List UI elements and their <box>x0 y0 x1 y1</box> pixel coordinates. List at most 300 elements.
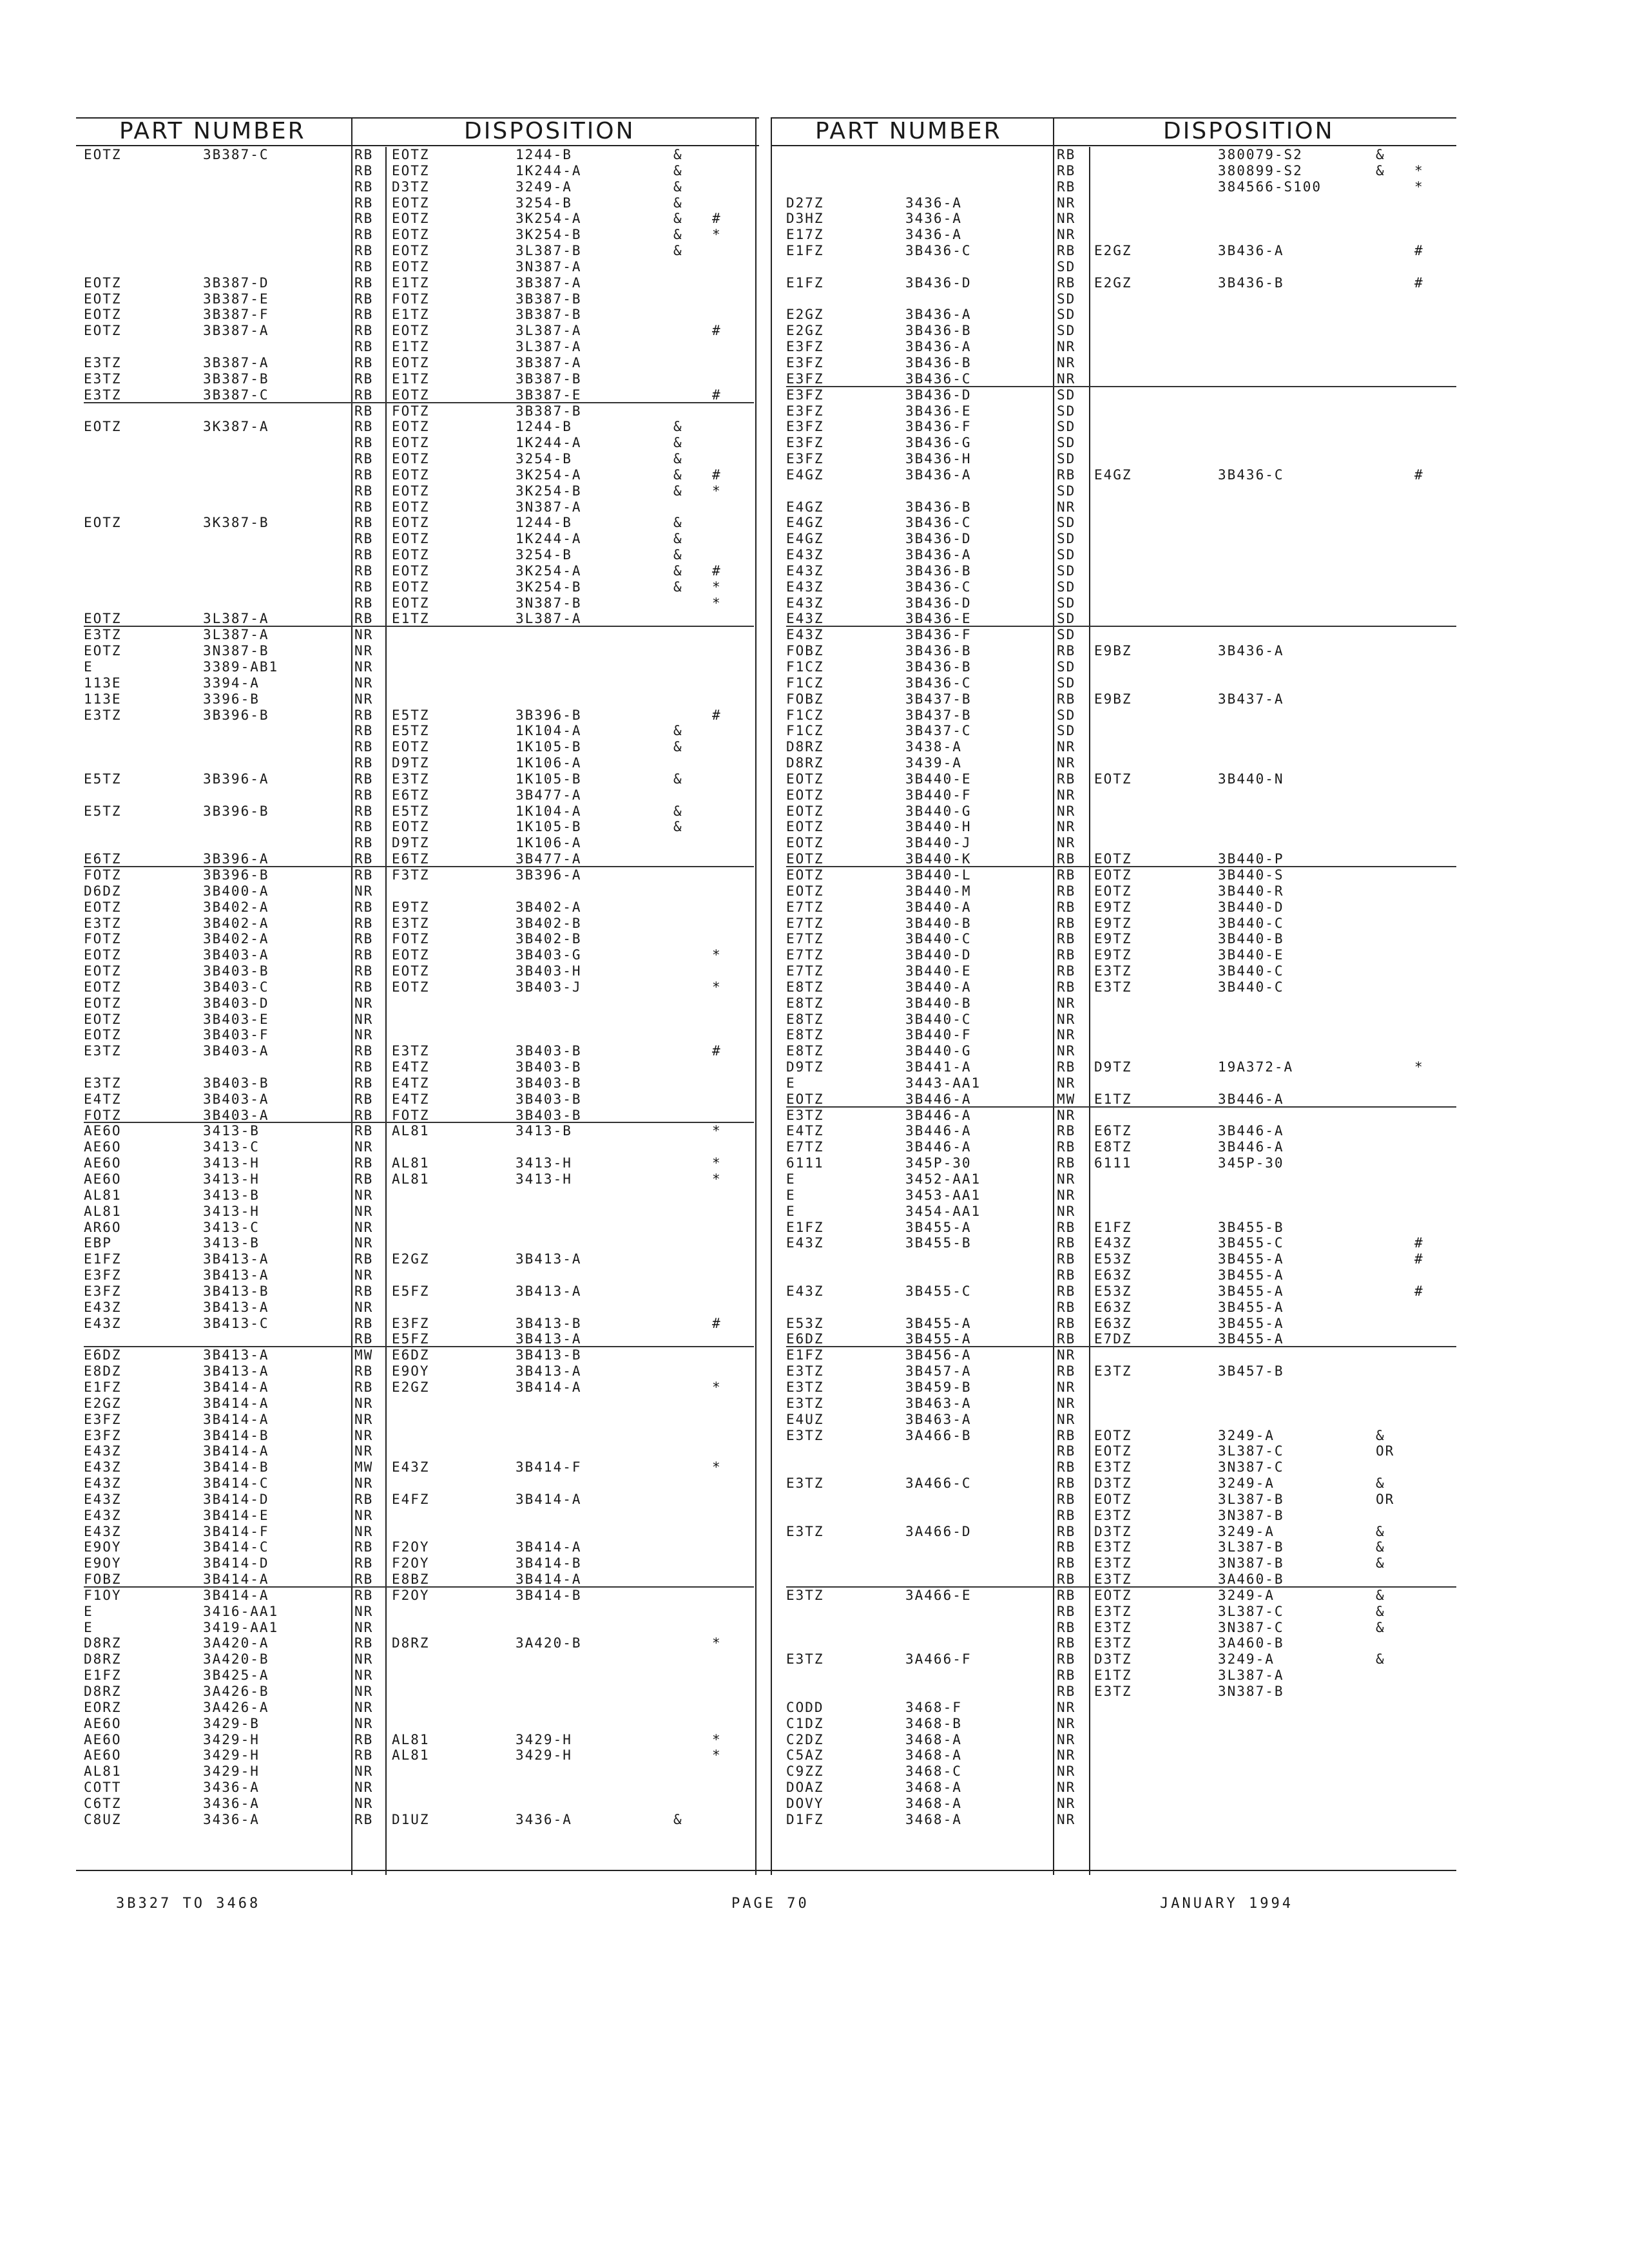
table-row <box>786 371 1456 387</box>
cell-base-number: 3B459-B <box>905 1379 972 1395</box>
center-divider-b <box>771 117 772 1875</box>
cell-qualifier: & <box>673 435 683 451</box>
table-row <box>84 1171 754 1187</box>
cell-base-number: 3B436-C <box>905 515 972 531</box>
cell-base-number: 3B413-A <box>203 1347 269 1363</box>
cell-action-code: RB <box>354 771 374 787</box>
cell-action-code: RB <box>1057 963 1076 979</box>
table-row <box>84 1684 754 1700</box>
cell-action-code: RB <box>1057 947 1076 963</box>
cell-prefix: EOTZ <box>84 963 122 979</box>
cell-action-code: SD <box>1057 435 1076 451</box>
table-row <box>786 275 1456 291</box>
cell-action-code: MW <box>354 1459 374 1475</box>
cell-prefix: E53Z <box>786 1315 824 1331</box>
cell-action-code: RB <box>354 258 374 274</box>
cell-new-prefix: E3TZ <box>1094 1603 1132 1619</box>
cell-new-prefix: E3TZ <box>1094 963 1132 979</box>
cell-base-number: 3B414-A <box>203 1571 269 1588</box>
cell-action-code: NR <box>1057 1715 1076 1731</box>
cell-base-number: 3B436-C <box>905 370 972 387</box>
cell-action-code: RB <box>354 403 374 419</box>
cell-action-code: RB <box>354 707 374 723</box>
cell-new-prefix: E3TZ <box>1094 1635 1132 1651</box>
cell-base-number: 3B455-B <box>905 1235 972 1251</box>
cell-new-prefix: EOTZ <box>1094 771 1132 787</box>
cell-qualifier: & <box>673 562 683 579</box>
cell-action-code: RB <box>354 579 374 595</box>
table-row <box>84 1043 754 1059</box>
table-row <box>84 1316 754 1332</box>
cell-new-prefix: EOTZ <box>392 419 430 435</box>
cell-action-code: RB <box>354 1747 374 1763</box>
cell-new-base-number: 3B414-A <box>516 1379 582 1395</box>
cell-new-prefix: FOTZ <box>392 931 430 947</box>
cell-new-base-number: 3B402-A <box>516 899 582 915</box>
cell-action-code: RB <box>354 499 374 515</box>
cell-prefix: D8RZ <box>84 1651 122 1667</box>
cell-prefix: C1DZ <box>786 1715 824 1731</box>
cell-new-prefix: E3TZ <box>1094 1363 1132 1379</box>
cell-new-prefix: F2OY <box>392 1587 430 1603</box>
cell-prefix: F1CZ <box>786 659 824 675</box>
cell-new-prefix: E43Z <box>392 1459 430 1475</box>
cell-action-code: SD <box>1057 595 1076 611</box>
cell-action-code: RB <box>1057 979 1076 995</box>
cell-base-number: 3436-A <box>905 227 962 243</box>
table-row <box>84 691 754 707</box>
cell-base-number: 3413-C <box>203 1219 260 1235</box>
cell-new-base-number: 3L387-B <box>1218 1539 1284 1555</box>
cell-action-code: RB <box>1057 1235 1076 1251</box>
table-row <box>786 531 1456 547</box>
cell-base-number: 3B414-D <box>203 1555 269 1571</box>
cell-new-base-number: 3B403-B <box>516 1059 582 1075</box>
table-row <box>786 611 1456 627</box>
cell-base-number: 3429-B <box>203 1715 260 1731</box>
cell-qualifier: & <box>1376 1427 1385 1443</box>
cell-new-base-number: 1244-B <box>516 147 572 162</box>
table-row <box>786 1235 1456 1251</box>
left-disposition-header: DISPOSITION <box>464 118 635 144</box>
cell-new-prefix: E63Z <box>1094 1315 1132 1331</box>
cell-qualifier: & <box>673 211 683 227</box>
cell-qualifier: & <box>1376 1539 1385 1555</box>
cell-new-prefix: E9TZ <box>1094 947 1132 963</box>
table-row <box>84 339 754 355</box>
cell-prefix: EOTZ <box>84 643 122 659</box>
cell-action-code: RB <box>1057 691 1076 707</box>
cell-action-code: RB <box>1057 851 1076 867</box>
table-row <box>84 211 754 227</box>
table-row <box>84 1379 754 1396</box>
table-row <box>786 1155 1456 1171</box>
cell-prefix: FOBZ <box>84 1571 122 1588</box>
cell-action-code: RB <box>1057 771 1076 787</box>
cell-qualifier: & <box>673 195 683 211</box>
table-row <box>786 1267 1456 1283</box>
cell-action-code: RB <box>354 354 374 370</box>
table-row <box>786 1684 1456 1700</box>
table-row <box>786 1300 1456 1316</box>
table-row <box>84 1075 754 1091</box>
cell-action-code: NR <box>354 1603 374 1619</box>
cell-base-number: 3B436-F <box>905 419 972 435</box>
cell-base-number: 3413-C <box>203 1139 260 1155</box>
cell-prefix: D27Z <box>786 195 824 211</box>
table-row <box>84 1012 754 1028</box>
cell-new-prefix: F3TZ <box>392 867 430 883</box>
cell-base-number: 3B455-A <box>905 1331 972 1347</box>
cell-action-code: NR <box>1057 803 1076 819</box>
cell-action-code: MW <box>354 1347 374 1363</box>
cell-base-number: 3B403-E <box>203 1011 269 1027</box>
table-row <box>786 211 1456 227</box>
cell-new-base-number: 3L387-A <box>1218 1667 1284 1684</box>
cell-qualifier: & <box>1376 1603 1385 1619</box>
table-row <box>84 147 754 163</box>
cell-flag: * <box>712 483 722 499</box>
cell-action-code: RB <box>1057 1603 1076 1619</box>
cell-base-number: 3394-A <box>203 675 260 691</box>
cell-new-prefix: E53Z <box>1094 1283 1132 1299</box>
cell-base-number: 3B403-C <box>203 979 269 995</box>
cell-action-code: NR <box>1057 370 1076 387</box>
table-row <box>786 1716 1456 1732</box>
cell-action-code: RB <box>1057 1427 1076 1443</box>
cell-base-number: 3B396-B <box>203 867 269 883</box>
cell-prefix: E3FZ <box>786 435 824 451</box>
cell-action-code: NR <box>1057 1011 1076 1027</box>
cell-prefix: EOTZ <box>786 883 824 899</box>
cell-action-code: NR <box>1057 339 1076 355</box>
cell-new-prefix: EOTZ <box>392 258 430 274</box>
table-row <box>84 1027 754 1043</box>
cell-action-code: RB <box>354 787 374 803</box>
cell-new-base-number: 3B440-C <box>1218 915 1284 931</box>
table-row <box>84 1283 754 1300</box>
cell-action-code: RB <box>354 531 374 547</box>
cell-flag: # <box>712 323 722 339</box>
cell-new-base-number: 380899-S2 <box>1218 162 1303 178</box>
table-row <box>84 916 754 932</box>
cell-new-base-number: 3B455-A <box>1218 1283 1284 1299</box>
cell-action-code: SD <box>1057 723 1076 739</box>
cell-new-base-number: 3B477-A <box>516 787 582 803</box>
cell-new-prefix: E6TZ <box>392 851 430 867</box>
cell-new-prefix: E1TZ <box>1094 1091 1132 1107</box>
table-row <box>84 1475 754 1492</box>
cell-new-prefix: E43Z <box>1094 1235 1132 1251</box>
table-row <box>84 659 754 675</box>
cell-new-prefix: EOTZ <box>392 483 430 499</box>
cell-prefix: E9OY <box>84 1555 122 1571</box>
cell-action-code: NR <box>354 691 374 707</box>
cell-base-number: 3B436-C <box>905 243 972 259</box>
cell-prefix: E2GZ <box>786 307 824 323</box>
table-row <box>786 1604 1456 1620</box>
cell-new-base-number: 3B387-B <box>516 291 582 307</box>
cell-action-code: RB <box>1057 1491 1076 1507</box>
cell-new-base-number: 3249-A <box>1218 1651 1275 1667</box>
cell-new-prefix: E6DZ <box>392 1347 430 1363</box>
table-row <box>786 227 1456 243</box>
cell-new-base-number: 1K244-A <box>516 435 582 451</box>
table-row <box>84 195 754 211</box>
cell-new-base-number: 3B403-B <box>516 1043 582 1059</box>
cell-action-code: RB <box>354 323 374 339</box>
cell-prefix: EOTZ <box>84 323 122 339</box>
table-row <box>84 403 754 419</box>
cell-prefix: E1FZ <box>84 1379 122 1395</box>
cell-action-code: NR <box>1057 819 1076 835</box>
cell-base-number: 3468-A <box>905 1780 962 1796</box>
cell-base-number: 3B387-C <box>203 147 269 162</box>
cell-action-code: RB <box>1057 643 1076 659</box>
cell-action-code: NR <box>1057 1747 1076 1763</box>
cell-action-code: RB <box>1057 1059 1076 1075</box>
cell-new-prefix: E5FZ <box>392 1283 430 1299</box>
cell-base-number: 3436-A <box>203 1780 260 1796</box>
table-row <box>84 1796 754 1812</box>
cell-new-base-number: 3B414-B <box>516 1587 582 1603</box>
table-row <box>84 1331 754 1347</box>
cell-new-base-number: 3413-H <box>516 1155 572 1171</box>
cell-action-code: RB <box>1057 147 1076 162</box>
cell-action-code: NR <box>1057 1171 1076 1187</box>
cell-action-code: SD <box>1057 562 1076 579</box>
cell-new-prefix: E9BZ <box>1094 691 1132 707</box>
cell-new-prefix: E53Z <box>1094 1251 1132 1267</box>
table-row <box>84 1635 754 1651</box>
cell-base-number: 3B436-H <box>905 451 972 467</box>
cell-qualifier: & <box>1376 1587 1385 1603</box>
cell-new-base-number: 3K254-B <box>516 579 582 595</box>
table-row <box>786 851 1456 867</box>
cell-base-number: 3B437-C <box>905 723 972 739</box>
table-row <box>786 1428 1456 1444</box>
cell-prefix: E8DZ <box>84 1363 122 1379</box>
cell-new-base-number: 3A460-B <box>1218 1635 1284 1651</box>
cell-base-number: 3416-AA1 <box>203 1603 279 1619</box>
cell-qualifier: & <box>1376 1651 1385 1667</box>
cell-new-prefix: E4FZ <box>392 1491 430 1507</box>
cell-base-number: 3B440-C <box>905 931 972 947</box>
cell-new-prefix: E2GZ <box>1094 274 1132 291</box>
cell-base-number: 3B436-A <box>905 339 972 355</box>
cell-base-number: 3B403-B <box>203 963 269 979</box>
cell-base-number: 3B403-B <box>203 1075 269 1091</box>
cell-prefix: D8RZ <box>786 755 824 771</box>
cell-action-code: SD <box>1057 627 1076 643</box>
cell-base-number: 3B403-A <box>203 1107 269 1123</box>
cell-action-code: NR <box>354 1667 374 1684</box>
cell-base-number: 3A466-D <box>905 1523 972 1539</box>
cell-new-prefix: EOTZ <box>392 466 430 483</box>
table-row <box>84 1508 754 1524</box>
cell-base-number: 3B387-D <box>203 274 269 291</box>
table-row <box>786 755 1456 771</box>
cell-action-code: NR <box>1057 1347 1076 1363</box>
cell-prefix: E4TZ <box>84 1091 122 1107</box>
cell-prefix: EOTZ <box>84 1027 122 1043</box>
cell-base-number: 3B414-F <box>203 1523 269 1539</box>
cell-action-code: RB <box>354 1731 374 1747</box>
cell-flag: # <box>1414 274 1424 291</box>
table-row <box>786 1316 1456 1332</box>
cell-action-code: RB <box>1057 867 1076 883</box>
cell-action-code: MW <box>1057 1091 1076 1107</box>
cell-action-code: NR <box>1057 1027 1076 1043</box>
table-row <box>786 195 1456 211</box>
cell-new-base-number: 3B446-A <box>1218 1123 1284 1139</box>
cell-qualifier: & <box>673 178 683 195</box>
cell-prefix: E3TZ <box>786 1427 824 1443</box>
cell-new-prefix: EOTZ <box>392 147 430 162</box>
cell-action-code: NR <box>354 1699 374 1715</box>
cell-action-code: RB <box>354 723 374 739</box>
cell-prefix: E43Z <box>84 1459 122 1475</box>
cell-new-base-number: 3249-A <box>1218 1427 1275 1443</box>
cell-prefix: EOTZ <box>84 899 122 915</box>
cell-new-base-number: 1K104-A <box>516 803 582 819</box>
cell-prefix: E43Z <box>786 1283 824 1299</box>
cell-prefix: AR6O <box>84 1219 122 1235</box>
cell-new-base-number: 1K244-A <box>516 531 582 547</box>
cell-new-prefix: E3TZ <box>392 1043 430 1059</box>
table-row <box>786 1651 1456 1667</box>
table-row <box>786 307 1456 323</box>
table-row <box>786 979 1456 995</box>
cell-base-number: 3B402-A <box>203 899 269 915</box>
cell-action-code: RB <box>354 435 374 451</box>
cell-prefix: E3TZ <box>786 1523 824 1539</box>
cell-action-code: NR <box>354 1395 374 1411</box>
cell-action-code: RB <box>354 1251 374 1267</box>
cell-action-code: RB <box>354 339 374 355</box>
cell-base-number: 3B387-E <box>203 291 269 307</box>
table-row <box>84 275 754 291</box>
table-row <box>786 803 1456 820</box>
table-row <box>786 1539 1456 1555</box>
cell-action-code: RB <box>1057 1315 1076 1331</box>
table-row <box>84 1347 754 1363</box>
table-row <box>786 1220 1456 1236</box>
cell-prefix: E <box>84 1603 93 1619</box>
cell-action-code: NR <box>354 1299 374 1315</box>
cell-base-number: 3B440-G <box>905 803 972 819</box>
cell-new-base-number: 3L387-C <box>1218 1443 1284 1459</box>
cell-prefix: AE6O <box>84 1171 122 1187</box>
cell-action-code: RB <box>1057 1299 1076 1315</box>
cell-action-code: RB <box>354 1171 374 1187</box>
cell-prefix: E43Z <box>786 595 824 611</box>
table-row <box>786 387 1456 403</box>
cell-new-prefix: E63Z <box>1094 1299 1132 1315</box>
table-row <box>84 1091 754 1108</box>
cell-base-number: 3B440-F <box>905 787 972 803</box>
cell-action-code: RB <box>1057 178 1076 195</box>
cell-base-number: 3B413-C <box>203 1315 269 1331</box>
table-row <box>84 1492 754 1508</box>
cell-new-base-number: 3B396-A <box>516 867 582 883</box>
cell-prefix: E <box>786 1075 796 1091</box>
cell-prefix: E4TZ <box>786 1123 824 1139</box>
cell-new-prefix: E9TZ <box>1094 931 1132 947</box>
cell-flag: # <box>712 466 722 483</box>
table-row <box>786 1620 1456 1636</box>
cell-action-code: RB <box>354 755 374 771</box>
cell-base-number: 3B413-B <box>203 1283 269 1299</box>
cell-prefix: EOTZ <box>786 851 824 867</box>
table-row <box>84 1396 754 1412</box>
cell-action-code: RB <box>354 739 374 755</box>
cell-new-prefix: EOTZ <box>392 354 430 370</box>
table-row <box>786 1123 1456 1139</box>
cell-prefix: E8TZ <box>786 1027 824 1043</box>
cell-base-number: 3B440-C <box>905 1011 972 1027</box>
cell-action-code: SD <box>1057 291 1076 307</box>
cell-action-code: NR <box>1057 499 1076 515</box>
table-row <box>84 1300 754 1316</box>
cell-prefix: EOTZ <box>84 947 122 963</box>
cell-qualifier: & <box>1376 147 1385 162</box>
cell-new-base-number: 1K105-B <box>516 771 582 787</box>
cell-action-code: NR <box>1057 835 1076 851</box>
cell-prefix: AE6O <box>84 1155 122 1171</box>
cell-action-code: RB <box>354 370 374 387</box>
cell-prefix: C8UZ <box>84 1811 122 1827</box>
cell-new-prefix: E9BZ <box>1094 643 1132 659</box>
table-row <box>84 707 754 724</box>
cell-prefix: D8RZ <box>84 1635 122 1651</box>
cell-new-prefix: EOTZ <box>392 579 430 595</box>
cell-action-code: RB <box>354 1379 374 1395</box>
cell-flag: * <box>712 947 722 963</box>
cell-action-code: NR <box>354 1203 374 1219</box>
cell-new-base-number: 3N387-B <box>516 595 582 611</box>
cell-base-number: 3B440-J <box>905 835 972 851</box>
cell-flag: # <box>712 211 722 227</box>
cell-new-base-number: 3N387-A <box>516 258 582 274</box>
cell-prefix: E3TZ <box>84 354 122 370</box>
cell-new-prefix: E3TZ <box>1094 1619 1132 1635</box>
table-row <box>84 435 754 451</box>
cell-new-base-number: 3249-A <box>1218 1475 1275 1492</box>
cell-prefix: E3TZ <box>786 1395 824 1411</box>
table-row <box>786 515 1456 531</box>
cell-new-base-number: 1K104-A <box>516 723 582 739</box>
cell-new-prefix: FOTZ <box>392 1107 430 1123</box>
cell-base-number: 3B440-F <box>905 1027 972 1043</box>
cell-new-prefix: E4TZ <box>392 1059 430 1075</box>
table-row <box>84 611 754 627</box>
cell-base-number: 3B414-A <box>203 1443 269 1459</box>
cell-prefix: D3HZ <box>786 211 824 227</box>
cell-prefix: E2GZ <box>84 1395 122 1411</box>
cell-prefix: EOTZ <box>786 1091 824 1107</box>
table-row <box>786 1571 1456 1588</box>
cell-base-number: 3A426-A <box>203 1699 269 1715</box>
cell-prefix: E5TZ <box>84 771 122 787</box>
cell-new-prefix: E2GZ <box>392 1251 430 1267</box>
cell-base-number: 3B414-A <box>203 1379 269 1395</box>
cell-new-prefix: EOTZ <box>392 947 430 963</box>
cell-base-number: 3B396-B <box>203 707 269 723</box>
table-row <box>84 1620 754 1636</box>
cell-new-base-number: 3B440-P <box>1218 851 1284 867</box>
cell-new-prefix: E9TZ <box>1094 899 1132 915</box>
